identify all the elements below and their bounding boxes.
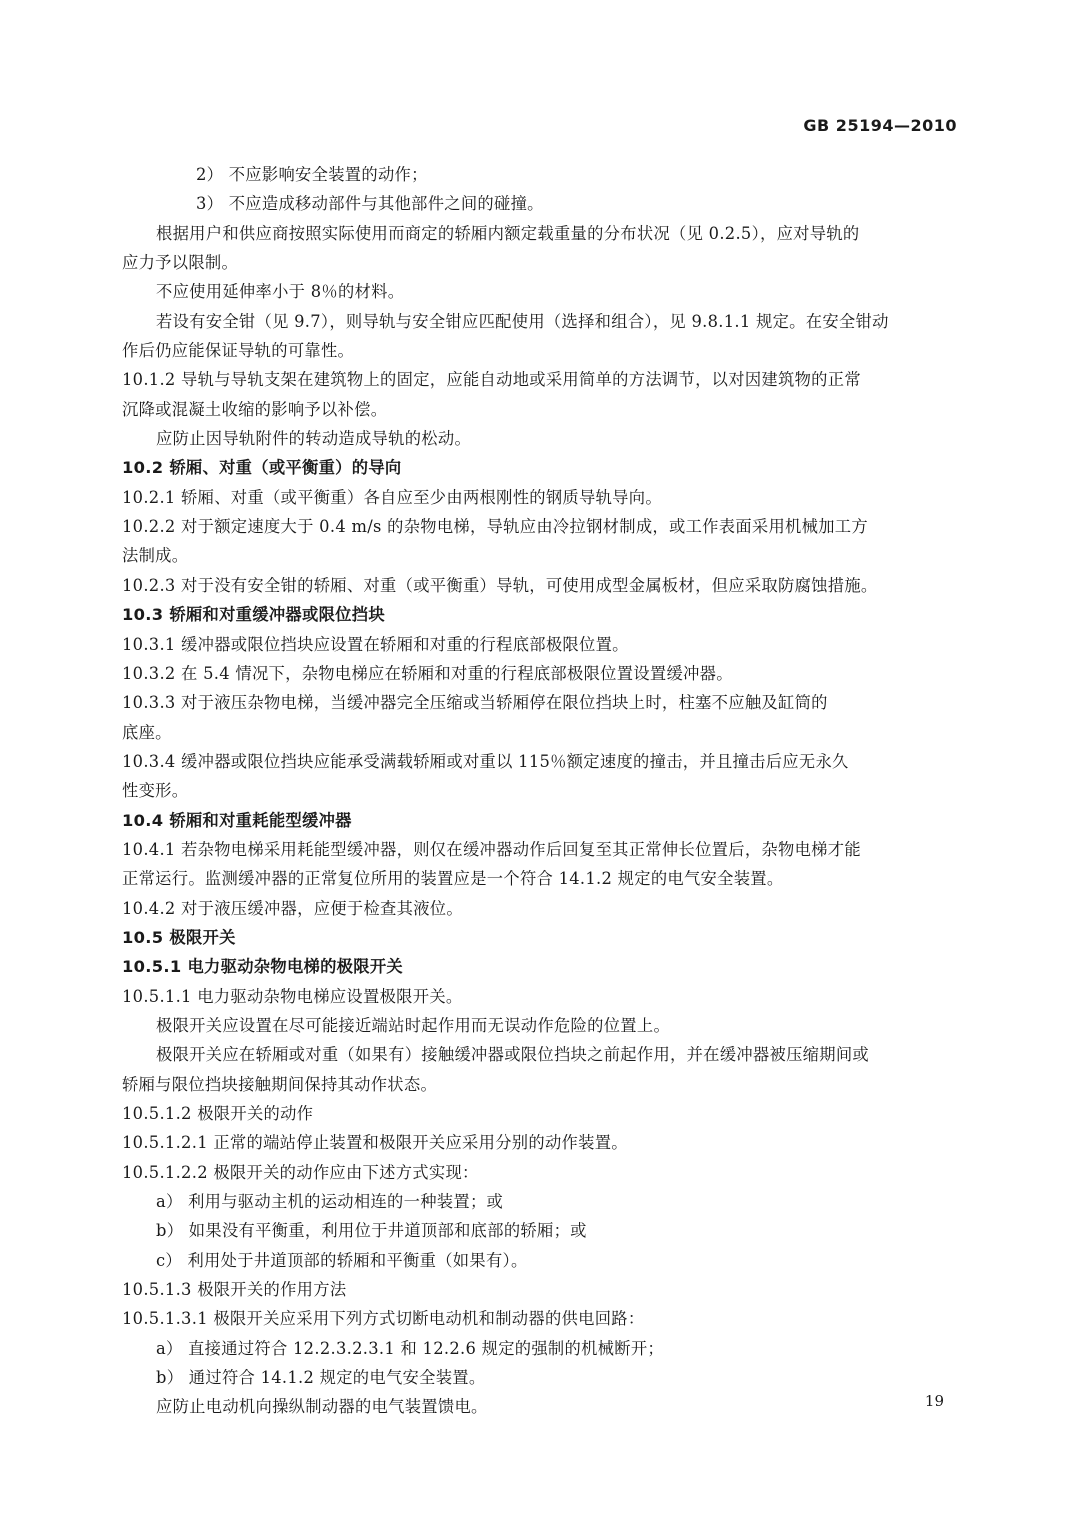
document-body xyxy=(122,160,960,1422)
text-line: 10.5.1.2.2 极限开关的动作应由下述方式实现： xyxy=(122,1162,479,1182)
text-line: 10.5.1.1 电力驱动杂物电梯应设置极限开关。 xyxy=(122,986,463,1006)
text-line: 10.3.4 缓冲器或限位挡块应能承受满载轿厢或对重以 115％额定速度的撞击，并且撞击后应无永久 xyxy=(122,751,849,771)
text-line: 不应使用延伸率小于 8％的材料。 xyxy=(156,282,405,302)
text-line: 法制成。 xyxy=(122,546,189,566)
text-line: 10.5.1.3.1 极限开关应采用下列方式切断电动机和制动器的供电回路： xyxy=(122,1309,645,1329)
text-line: 轿厢与限位挡块接触期间保持其动作状态。 xyxy=(122,1074,438,1094)
section-heading: 10.5.1 电力驱动杂物电梯的极限开关 xyxy=(122,957,404,977)
text-line: 10.2.1 轿厢、对重（或平衡重）各自应至少由两根刚性的钢质导轨导向。 xyxy=(122,487,662,507)
text-line: 性变形。 xyxy=(122,781,189,801)
text-line: 10.3.3 对于液压杂物电梯，当缓冲器完全压缩或当轿厢停在限位挡块上时，柱塞不应触及缸筒的 xyxy=(122,693,828,713)
text-line: 应防止电动机向操纵制动器的电气装置馈电。 xyxy=(156,1397,488,1417)
standard-code: GB 25194—2010 xyxy=(803,116,957,135)
section-heading: 10.5 极限开关 xyxy=(122,927,236,947)
text-line: 2） 不应影响安全装置的动作； xyxy=(196,165,428,184)
text-line: 10.5.1.2 极限开关的动作 xyxy=(122,1104,314,1123)
text-line: 若设有安全钳（见 9.7），则导轨与安全钳应匹配使用（选择和组合），见 9.8.1.1 规定。在安全钳动 xyxy=(156,311,889,331)
text-line: 10.3.2 在 5.4 情况下，杂物电梯应在轿厢和对重的行程底部极限位置设置缓冲器。 xyxy=(122,663,733,683)
text-line: b） 通过符合 14.1.2 规定的电气安全装置。 xyxy=(156,1368,486,1388)
text-line: 极限开关应设置在尽可能接近端站时起作用而无误动作危险的位置上。 xyxy=(156,1015,671,1035)
text-line: 10.2.2 对于额定速度大于 0.4 m/s 的杂物电梯，导轨应由冷拉钢材制成，或工作表面采用机械加工方 xyxy=(122,517,868,537)
text-line: 10.1.2 导轨与导轨支架在建筑物上的固定，应能自动地或采用简单的方法调节，以对因建筑物的正常 xyxy=(122,370,861,390)
text-line: a） 利用与驱动主机的运动相连的一种装置；或 xyxy=(156,1192,504,1212)
section-heading: 10.4 轿厢和对重耗能型缓冲器 xyxy=(122,810,352,830)
text-line: a） 直接通过符合 12.2.3.2.3.1 和 12.2.6 规定的强制的机械断开； xyxy=(156,1338,665,1358)
text-line: 10.5.1.2.1 正常的端站停止装置和极限开关应采用分别的动作装置。 xyxy=(122,1133,628,1153)
page-number: 19 xyxy=(924,1392,944,1410)
text-line: b） 如果没有平衡重，利用位于井道顶部和底部的轿厢；或 xyxy=(156,1221,587,1241)
text-line: 应防止因导轨附件的转动造成导轨的松动。 xyxy=(156,429,472,449)
text-line: 正常运行。监测缓冲器的正常复位所用的装置应是一个符合 14.1.2 规定的电气安全装置。 xyxy=(122,869,784,889)
text-line: 10.4.1 若杂物电梯采用耗能型缓冲器，则仅在缓冲器动作后回复至其正常伸长位置后，杂物电梯才能 xyxy=(122,839,861,859)
text-line: 极限开关应在轿厢或对重（如果有）接触缓冲器或限位挡块之前起作用，并在缓冲器被压缩期间或 xyxy=(156,1045,869,1065)
text-line: 沉降或混凝土收缩的影响予以补偿。 xyxy=(122,399,388,419)
text-line: 底座。 xyxy=(122,722,172,742)
text-line: 根据用户和供应商按照实际使用而商定的轿厢内额定载重量的分布状况（见 0.2.5），应对导轨的 xyxy=(156,223,860,243)
text-line: 10.4.2 对于液压缓冲器，应便于检查其液位。 xyxy=(122,898,463,918)
text-line: 应力予以限制。 xyxy=(122,253,239,273)
section-heading: 10.2 轿厢、对重（或平衡重）的导向 xyxy=(122,458,402,478)
text-line: c） 利用处于井道顶部的轿厢和平衡重（如果有）。 xyxy=(156,1250,528,1270)
section-heading: 10.3 轿厢和对重缓冲器或限位挡块 xyxy=(122,605,385,625)
text-line: 作后仍应能保证导轨的可靠性。 xyxy=(122,341,355,361)
text-line: 10.5.1.3 极限开关的作用方法 xyxy=(122,1280,347,1300)
text-line: 10.2.3 对于没有安全钳的轿厢、对重（或平衡重）导轨，可使用成型金属板材，但应采取防腐蚀措施。 xyxy=(122,575,878,595)
text-line: 10.3.1 缓冲器或限位挡块应设置在轿厢和对重的行程底部极限位置。 xyxy=(122,634,629,654)
text-line: 3） 不应造成移动部件与其他部件之间的碰撞。 xyxy=(196,194,544,214)
